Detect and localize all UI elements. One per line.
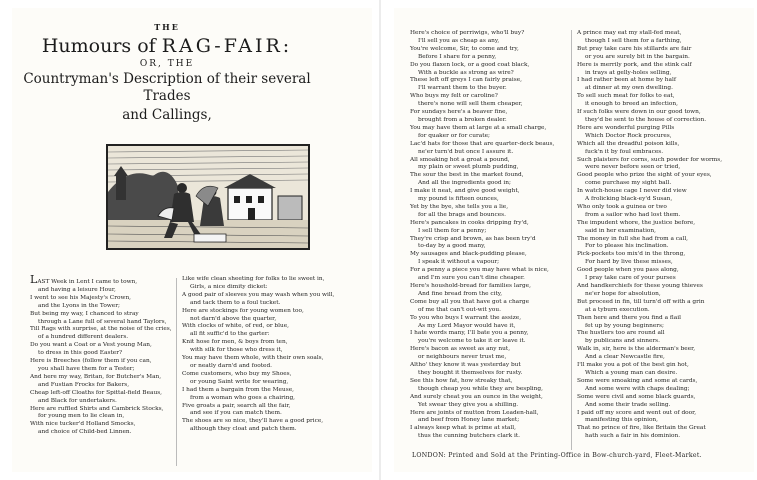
page-spine: [379, 0, 381, 480]
verse-line: hath such a fair in his dominion.: [585, 433, 681, 440]
verse-line: or neighbours never trust me,: [418, 354, 507, 361]
verse-line: To you who buys I warrant the assize,: [410, 314, 522, 321]
verse-line: Yet by the bye, she tells you a lie,: [410, 203, 509, 210]
verse-line: Do you flaxen lock, or a good coat black,: [410, 61, 530, 68]
title-rag-fair: RAG-FAIR:: [161, 35, 293, 57]
left-column-b: [182, 276, 334, 434]
verse-line: I always keep what is prime at stall,: [410, 425, 516, 432]
verse-line: I pray take care of your purses: [585, 275, 676, 282]
verse-line: Then here and there you find a flail: [577, 314, 681, 321]
verse-line: said in her examination,: [585, 227, 656, 234]
verse-line: With nice tucker'd Holland Smocks,: [30, 421, 136, 428]
verse-line: it enough to breed an infection,: [585, 101, 678, 108]
verse-line: Like wife clean sheeting for folks to lie sweet in,: [182, 276, 325, 282]
verse-line: Come buy all you that have got a charge: [410, 298, 530, 305]
verse-line: And handkerchiefs for these young thieves: [577, 283, 703, 289]
verse-line: All smoaking hot a groat a pound,: [410, 156, 510, 163]
verse-line: and choice of Child-bed Linnen.: [38, 429, 132, 436]
verse-line: A good pair of sleeves you may wash when you will,: [182, 291, 335, 298]
verse-line: And all the ingredients good in;: [418, 180, 511, 187]
verse-line: or you are surely bit in the bargain.: [585, 53, 690, 60]
verse-line: And some were with chaps dealing;: [585, 385, 690, 392]
verse-line: Till Rags with surprise, at the noise of the cries,: [30, 326, 172, 333]
verse-line: The sour the best in the market found,: [410, 172, 524, 179]
verse-line: Some were civil and some black guards,: [577, 393, 696, 400]
verse-line: And some their trade selling.: [585, 401, 671, 408]
verse-line: For a penny a piece you may have what is nice,: [410, 267, 549, 274]
verse-line: with silk for those who dress it,: [190, 347, 283, 354]
verse-line: To sell such meat for folks to eat,: [577, 93, 675, 100]
verse-line: I went to see his Majesty's Crown,: [30, 294, 132, 301]
verse-line: Here are ruffled Shirts and Cambrick Stocks,: [30, 405, 164, 412]
verse-line: They're crisp and brown, as has been try'd: [410, 235, 536, 242]
verse-line: I speak it without a vapour;: [418, 259, 500, 266]
verse-line: Who buys my felt or caroline?: [410, 93, 498, 100]
verse-line: Some were smoaking and some at cards,: [577, 377, 698, 384]
verse-line: And here my way, Britan, for Butcher's Man,: [30, 373, 162, 380]
verse-line: If such folks were down in our good town,: [577, 109, 701, 116]
verse-line: of me that can't out-wit you.: [418, 306, 501, 313]
title-main-prefix: Humours of: [41, 35, 156, 57]
verse-line: I'll make you a pot of the best gin hot,: [577, 362, 689, 369]
verse-line: As my Lord Mayor would have it,: [418, 322, 516, 329]
verse-line: I sell them for a penny;: [418, 227, 487, 234]
verse-line: and see if you can match them.: [190, 410, 282, 417]
woodcut-scene: [108, 146, 308, 248]
verse-line: Do you want a Coat or a Vest young Man,: [30, 342, 152, 349]
woodcut-illustration: [106, 144, 310, 250]
verse-line: though I sell them for a farthing,: [585, 37, 682, 44]
title-or: OR, THE: [139, 59, 195, 69]
verse-line: Which Doctor Rock procures,: [585, 132, 672, 139]
verse-line: For sundays here's a beaver fine,: [410, 109, 508, 116]
verse-line: brought from a broken dealer.: [418, 116, 507, 123]
verse-line: I hate words many, I'll bate you a penny,: [410, 330, 529, 337]
verse-line: my plain or sweet plumb pudding,: [418, 164, 519, 171]
verse-line: of a hundred different dealers.: [38, 334, 129, 341]
verse-line: Here are wonderful purging Pills: [577, 124, 675, 131]
column-divider: [176, 278, 177, 466]
verse-line: Good people when you pass along,: [577, 267, 679, 274]
verse-line: Here are stockings for young women too,: [182, 307, 304, 314]
verse-line: through a Lane full of several hand Taylors,: [38, 318, 167, 325]
verse-line: come purchase my sight ball.: [585, 180, 672, 187]
verse-line: Knit hose for men, & boys from ten,: [182, 339, 288, 346]
verse-line: and Black for undertakers.: [38, 397, 117, 404]
verse-line: But being my way, I chanced to stray: [30, 310, 139, 317]
verse-line: For hard by live these misses,: [585, 259, 673, 266]
verse-line: I had rather been at home by half: [577, 77, 676, 84]
verse-line: Come customers, who buy my Shoes,: [182, 370, 292, 377]
verse-line: See this how fat, how streaky that,: [410, 377, 513, 384]
verse-line: or neatly darn'd and footed.: [190, 362, 273, 369]
verse-line: That no prince of fire, like Britain the Great: [577, 425, 706, 432]
subtitle-line-1: Countryman's Description of their several Trades: [23, 71, 311, 104]
verse-line: With clocks of white, of red, or blue,: [182, 323, 290, 330]
verse-line: I'll warrant them to the buyer.: [418, 85, 507, 92]
verse-line: for all the brags and bounces.: [418, 211, 506, 218]
verse-line: But proceed in fin, till turn'd off with a grin: [577, 298, 705, 305]
title-the: THE: [154, 22, 180, 32]
verse-line: manifesting this opinion,: [585, 417, 659, 424]
verse-line: were never before seen or tried,: [585, 164, 681, 171]
page-title: [12, 34, 322, 58]
verse-line: in trays at gelly-holes selling,: [585, 69, 672, 76]
verse-line: Here's bacon as sweet as any nut,: [410, 346, 511, 353]
verse-line: And fine bread from the city,: [418, 290, 503, 297]
verse-line: Girls, a nice dimity dicket:: [190, 283, 268, 290]
verse-line: Here's choice of perriwigs, who'll buy?: [410, 30, 525, 36]
verse-line: at dinner at my own dwelling.: [585, 85, 673, 92]
verse-line: ne'er hope for absolution,: [585, 290, 661, 297]
verse-line: I'll sell you as cheap as any,: [418, 37, 500, 44]
verse-line: they bought it themselves for rusty.: [418, 369, 523, 376]
verse-line: all fit suffic'd to the garter:: [190, 331, 270, 338]
verse-line: and tack them to a foul tucket.: [190, 299, 281, 306]
verse-line: You may have them at large at a small charge,: [410, 124, 547, 131]
verse-line: Who only took a guinea or two: [577, 203, 667, 210]
verse-line: These left off greys I can fairly praise,: [410, 77, 522, 84]
verse-line: my pound is fifteen ounces,: [418, 196, 499, 203]
verse-line: And a clear Newcastle fire,: [585, 354, 665, 361]
verse-line: You may have them whole, with their own soals,: [182, 355, 324, 362]
verse-line: The impudent whore, the justice before,: [577, 219, 696, 226]
verse-line: My sausages and black-pudding please,: [410, 251, 527, 258]
verse-line: LAST Week in Lent I came to town,: [30, 273, 138, 286]
verse-line: Good people who prize the sight of your eyes,: [577, 172, 712, 179]
verse-line: Which all the dreadful poison kills,: [577, 140, 680, 147]
verse-line: and Fustian Frocks for Bakers,: [38, 381, 130, 388]
verse-line: Before I share for a penny,: [418, 53, 497, 60]
verse-line: In watch-house cage I never did view: [577, 188, 687, 195]
verse-line: thus the cunning butchers clark it.: [418, 433, 521, 440]
verse-line: they'd be sent to the house of correction.: [585, 116, 707, 123]
verse-line: Lac'd hats for those that are quarter-deck beaus,: [410, 140, 555, 147]
verse-line: there's none will sell them cheaper,: [418, 101, 523, 108]
verse-line: I paid off my score and went out of door,: [577, 409, 697, 416]
verse-line: Here's pancakes in cooks dripping fry'd,: [410, 219, 529, 226]
verse-line: fuck'n it by foul embraces.: [585, 148, 664, 155]
verse-line: Five groats a pair, search all the fair,: [182, 402, 291, 409]
verse-line: ne'er turn'd but once I assure it.: [418, 148, 514, 155]
verse-line: The money in full she had from a call,: [577, 235, 689, 242]
verse-line: although they cloat and patch them.: [190, 426, 297, 433]
right-column-b: [577, 30, 722, 441]
verse-line: Pick-pockets too mix'd in the throng,: [577, 251, 686, 258]
verse-line: But pray take care his stillards are fair: [577, 45, 692, 52]
verse-line: not darn'd above the quarter,: [190, 315, 277, 322]
verse-line: to dress in this good Easter?: [38, 350, 123, 357]
verse-line: by publicans and sinners.: [585, 338, 661, 345]
verse-line: The shoes are so nice, they'll have a good price,: [182, 418, 324, 425]
verse-line: Such plaisters for corns, such powder for worms,: [577, 156, 723, 163]
verse-line: A prince may eat my stall-fed meat,: [577, 30, 682, 36]
left-page: [12, 8, 372, 472]
verse-line: you shall have them for a Tester;: [38, 365, 135, 372]
verse-line: you're welcome to take it or leave it.: [418, 338, 526, 345]
verse-line: Yet swear they give you a shilling.: [418, 401, 519, 408]
verse-line: fet up by young beginners;: [585, 322, 664, 329]
verse-line: and the Lyons in the Tower;: [38, 302, 120, 309]
verse-line: The hustlers too are round all: [577, 330, 665, 337]
verse-line: Here's houshold-bread for families large,: [410, 283, 531, 289]
right-page: [394, 8, 754, 472]
verse-line: Altho' they know it was yesterday but: [410, 362, 521, 369]
right-column-a: [410, 30, 554, 441]
left-column-a: [30, 273, 172, 437]
verse-line: Here is Breeches (follow them if you can,: [30, 358, 152, 365]
printer-imprint: LONDON: Printed and Sold at the Printing-Office in Bow-church-yard, Fleet-Market.: [412, 452, 702, 459]
verse-line: for young men to lie clean in,: [38, 413, 125, 420]
column-divider: [571, 30, 572, 450]
verse-line: and beef from Honey lane market;: [418, 417, 520, 424]
verse-line: or young Saint write for wearing,: [190, 378, 289, 385]
verse-line: You're welcome, Sir, to come and try,: [410, 45, 519, 52]
verse-line: And surely cheat you an ounce in the weight,: [410, 393, 543, 400]
verse-line: at a tyburn execution.: [585, 306, 650, 313]
verse-line: With a buckle as strong as wire?: [418, 69, 514, 76]
verse-line: to-day by a good many,: [418, 243, 486, 250]
verse-line: from a woman who goes a chairing,: [190, 394, 296, 401]
verse-line: Walk in, sir, here is the alderman's beer,: [577, 346, 696, 353]
verse-line: though cheap you while they are bespling,: [418, 385, 543, 392]
verse-line: Cheap left-off Cloaths for Spittal-field Beaus,: [30, 389, 163, 396]
verse-line: and I'm sure you can't dine cheaper.: [418, 275, 525, 282]
verse-line: For to please his inclination.: [585, 243, 669, 250]
title-block: [12, 22, 322, 124]
verse-line: Here are joints of mutton from Leaden-hall,: [410, 409, 539, 416]
verse-line: I had them a bargain from the Meuse,: [182, 386, 294, 393]
verse-line: Which a young man can desire.: [585, 369, 678, 376]
verse-line: for quaker or for curate;: [418, 132, 490, 139]
verse-line: I make it neat, and give good weight,: [410, 188, 520, 195]
subtitle-line-2: and Callings,: [122, 107, 212, 123]
verse-line: A frolicking black-ey'd Susan,: [585, 196, 673, 203]
verse-line: and having a leisure Hour,: [38, 286, 116, 293]
verse-line: from a sailor who had lost them.: [585, 211, 681, 218]
verse-line: Here is merrily pork, and the stink calf: [577, 61, 692, 68]
